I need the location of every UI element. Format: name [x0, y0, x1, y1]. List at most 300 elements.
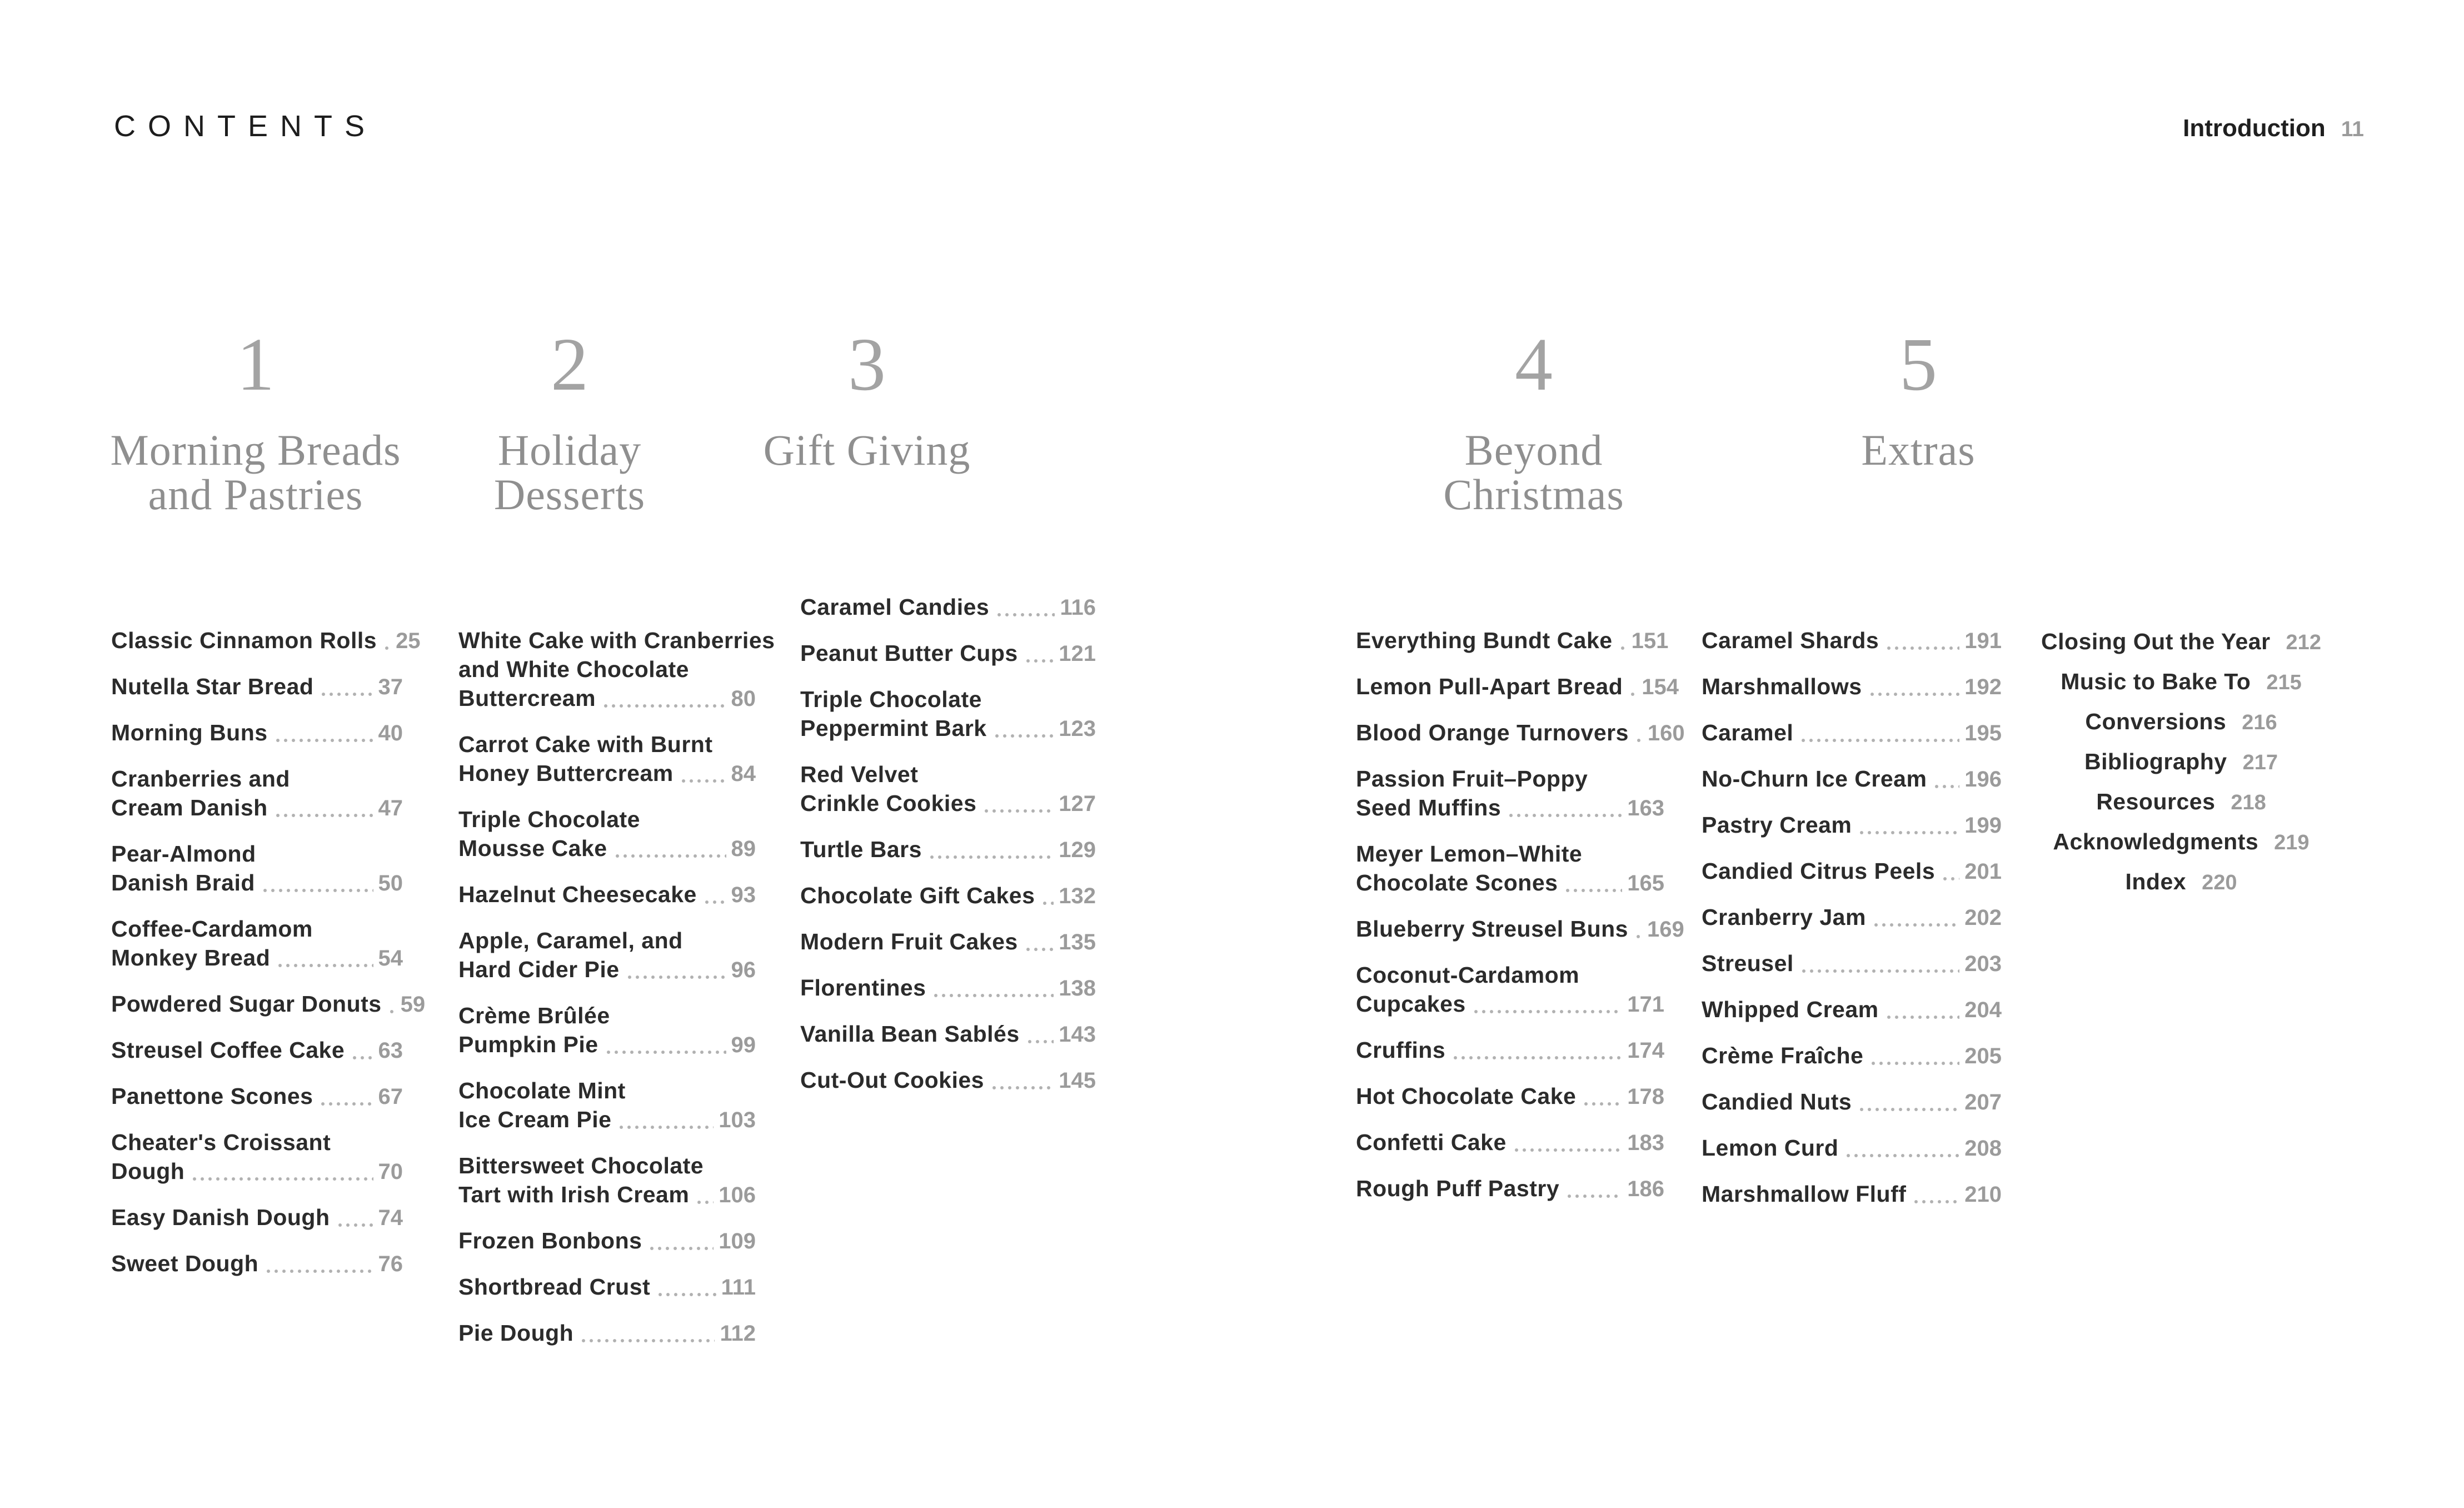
- toc-entry-label: Honey Buttercream: [458, 760, 674, 786]
- chapter-number: 1: [236, 323, 275, 406]
- toc-entry: [800, 927, 1096, 957]
- toc-entry-line: [1702, 810, 2002, 840]
- toc-page-number: 151: [1631, 629, 1669, 653]
- toc-entry-line: [2026, 667, 2337, 697]
- toc-page-number: 54: [378, 946, 403, 971]
- toc-entry-line: [111, 626, 421, 655]
- toc-entry: [1702, 672, 2002, 701]
- toc-page-number: 96: [731, 958, 756, 982]
- toc-entry-label: Buttercream: [458, 685, 596, 711]
- toc-entry: [458, 880, 756, 909]
- toc-entry-label: Crème Brûlée: [458, 1003, 610, 1028]
- toc-entry-line: [1702, 1179, 2002, 1209]
- dot-leader: [265, 1268, 373, 1274]
- chapter-title-line: Desserts: [493, 470, 646, 519]
- toc-entry-line: [1356, 626, 1669, 655]
- toc-page-number: 220: [2202, 871, 2237, 894]
- toc-page-number: 132: [1059, 884, 1096, 908]
- toc-entry-label: Pastry Cream: [1702, 812, 1852, 838]
- toc-entry-line: [800, 593, 1096, 622]
- toc-entry-label: Music to Bake To: [2061, 669, 2251, 694]
- toc-column-chapter-1: [111, 626, 426, 1295]
- dot-leader: [1635, 738, 1643, 743]
- dot-leader: [1634, 934, 1642, 939]
- toc-page-number: 47: [378, 796, 403, 820]
- toc-entry: [800, 1066, 1096, 1095]
- toc-entry: [1702, 626, 2002, 655]
- toc-column-end-matter: [2026, 627, 2337, 907]
- toc-page-number: 143: [1059, 1022, 1096, 1047]
- toc-entry: [458, 730, 756, 788]
- toc-entry-label: Chocolate Gift Cakes: [800, 883, 1035, 908]
- dot-leader: [383, 645, 391, 651]
- chapter-title-line: Gift Giving: [763, 426, 971, 474]
- toc-entry-label: Triple Chocolate: [800, 686, 982, 712]
- toc-entry-line: [458, 805, 756, 834]
- chapter-title: [764, 428, 971, 472]
- toc-entry-label: Everything Bundt Cake: [1356, 628, 1613, 653]
- toc-entry: [800, 760, 1096, 818]
- chapter-title-line: and Pastries: [148, 470, 363, 519]
- toc-entry-line: [1356, 868, 1664, 898]
- toc-entry-label: Candied Citrus Peels: [1702, 858, 1936, 884]
- toc-entry: [800, 973, 1096, 1003]
- chapter-title-line: Morning Breads: [110, 426, 401, 474]
- dot-leader: [1513, 1147, 1622, 1153]
- dot-leader: [276, 963, 373, 968]
- toc-entry-label: Marshmallow Fluff: [1702, 1181, 1907, 1207]
- chapter-number: 3: [847, 323, 886, 406]
- dot-leader: [1933, 784, 1959, 789]
- toc-entry-label: Shortbread Crust: [458, 1274, 651, 1300]
- toc-page-number: 112: [720, 1321, 756, 1346]
- toc-column-chapter-2: [458, 626, 775, 1365]
- toc-entry: [2026, 707, 2337, 737]
- toc-entry-label: Cranberries and: [111, 766, 290, 792]
- toc-page-number: 103: [719, 1108, 756, 1132]
- toc-entry-line: [111, 718, 403, 748]
- toc-page-number: 145: [1059, 1068, 1096, 1093]
- toc-entry: [2026, 827, 2337, 857]
- toc-page-number: 215: [2266, 671, 2302, 694]
- toc-entry-label: Rough Puff Pastry: [1356, 1176, 1560, 1201]
- toc-page-number: 40: [378, 721, 403, 745]
- toc-page-number: 160: [1647, 721, 1685, 745]
- dot-leader: [1872, 922, 1959, 928]
- toc-entry-line: [2026, 627, 2337, 657]
- toc-entry-label: Hot Chocolate Cake: [1356, 1083, 1577, 1109]
- toc-entry-label: Dough: [111, 1158, 185, 1184]
- toc-entry: [1356, 960, 1664, 1019]
- toc-entry: [1356, 914, 1684, 944]
- toc-entry-label: Whipped Cream: [1702, 997, 1879, 1022]
- toc-entry: [1702, 718, 2002, 748]
- toc-column-chapter-4: [1356, 626, 1685, 1220]
- toc-entry-line: [800, 1019, 1096, 1049]
- toc-entry-label: Cranberry Jam: [1702, 904, 1866, 930]
- toc-page-number: 121: [1059, 641, 1096, 666]
- toc-entry-line: [800, 789, 1096, 818]
- toc-entry-line: [1356, 1082, 1664, 1111]
- toc-page-number: 207: [1964, 1090, 2002, 1114]
- toc-entry-label: Mousse Cake: [458, 835, 607, 861]
- toc-entry: [1356, 1036, 1664, 1065]
- toc-entry-line: [1702, 672, 2002, 701]
- toc-page-number: 99: [731, 1033, 756, 1057]
- toc-column-chapter-3: [800, 593, 1096, 1112]
- dot-leader: [1024, 947, 1054, 952]
- toc-page-number: 196: [1964, 767, 2002, 792]
- toc-entry-line: [458, 655, 756, 684]
- toc-page-number: 123: [1059, 716, 1096, 741]
- toc-entry: [800, 1019, 1096, 1049]
- toc-entry-label: Classic Cinnamon Rolls: [111, 628, 377, 653]
- toc-entry-line: [2026, 747, 2337, 777]
- toc-entry-line: [458, 1151, 756, 1180]
- dot-leader: [605, 1049, 726, 1055]
- toc-entry: [800, 639, 1096, 668]
- dot-leader: [580, 1338, 715, 1343]
- toc-entry-label: Tart with Irish Cream: [458, 1182, 690, 1207]
- dot-leader: [1564, 888, 1622, 893]
- chapter-number: 4: [1515, 323, 1553, 406]
- toc-entry: [458, 926, 756, 984]
- dot-leader: [320, 691, 373, 697]
- toc-entry-label: Chocolate Scones: [1356, 870, 1558, 895]
- dot-leader: [928, 854, 1054, 860]
- toc-entry-line: [800, 714, 1096, 743]
- toc-page-number: 217: [2242, 751, 2278, 774]
- toc-page-number: 80: [731, 686, 756, 711]
- toc-page-number: 208: [1964, 1136, 2002, 1161]
- dot-leader: [388, 1009, 396, 1014]
- dot-leader: [932, 993, 1054, 998]
- dot-leader: [602, 703, 726, 709]
- toc-entry-label: Lemon Pull-Apart Bread: [1356, 674, 1623, 699]
- toc-entry-line: [111, 672, 403, 701]
- chapter-title-line: Christmas: [1443, 470, 1624, 519]
- toc-entry: [1356, 672, 1679, 701]
- toc-entry: [1702, 995, 2002, 1024]
- toc-entry-label: Vanilla Bean Sablés: [800, 1021, 1020, 1047]
- toc-page-number: 204: [1964, 998, 2002, 1022]
- toc-entry-line: [800, 639, 1096, 668]
- dot-leader: [1024, 658, 1054, 664]
- chapter-header-4: [1443, 323, 1624, 519]
- toc-entry-line: [1356, 718, 1685, 748]
- toc-entry-label: Triple Chocolate: [458, 807, 640, 832]
- toc-entry-label: Index: [2125, 869, 2187, 894]
- toc-entry-line: [800, 927, 1096, 957]
- toc-entry-label: Acknowledgments: [2053, 829, 2259, 854]
- toc-page-number: 70: [378, 1159, 403, 1184]
- toc-entry-label: Closing Out the Year: [2041, 629, 2271, 654]
- dot-leader: [1858, 1107, 1959, 1112]
- toc-entry: [111, 1082, 403, 1111]
- dot-leader: [336, 1222, 373, 1228]
- toc-entry-label: Pumpkin Pie: [458, 1032, 598, 1057]
- chapter-title: [110, 428, 401, 517]
- toc-entry-line: [2026, 867, 2337, 897]
- toc-entry-line: [458, 730, 756, 759]
- toc-entry-line: [1702, 903, 2002, 932]
- toc-page-number: 135: [1059, 930, 1096, 954]
- toc-entry-label: Cupcakes: [1356, 991, 1466, 1017]
- toc-page-number: 203: [1964, 952, 2002, 976]
- toc-page-number: 109: [719, 1229, 756, 1253]
- toc-page-number: 205: [1964, 1044, 2002, 1068]
- toc-entry-label: Red Velvet: [800, 762, 919, 787]
- toc-entry-line: [1356, 1174, 1664, 1203]
- toc-entry-line: [1356, 839, 1664, 868]
- toc-column-chapter-5: [1702, 626, 2002, 1226]
- toc-entry-line: [111, 989, 426, 1019]
- toc-entry: [458, 626, 775, 713]
- toc-entry: [111, 914, 403, 973]
- toc-entry-label: Panettone Scones: [111, 1083, 313, 1109]
- toc-page-number: 74: [378, 1206, 403, 1230]
- toc-entry-line: [800, 835, 1096, 864]
- dot-leader: [656, 1292, 716, 1297]
- toc-entry-label: Morning Buns: [111, 720, 268, 745]
- chapter-number: 5: [1899, 323, 1937, 406]
- toc-entry-line: [1702, 626, 2002, 655]
- toc-entry-line: [1702, 1133, 2002, 1163]
- toc-entry: [111, 1203, 403, 1232]
- toc-entry-line: [2026, 707, 2337, 737]
- dot-leader: [1629, 691, 1637, 697]
- toc-entry: [111, 718, 403, 748]
- toc-entry-label: Cheater's Croissant: [111, 1129, 331, 1155]
- toc-entry-label: Nutella Star Bread: [111, 674, 314, 699]
- toc-page-number: 186: [1627, 1177, 1664, 1201]
- toc-entry: [111, 839, 403, 898]
- chapter-number: 2: [551, 323, 588, 406]
- dot-leader: [1565, 1193, 1622, 1199]
- toc-page-number: 169: [1647, 917, 1684, 942]
- dot-leader: [274, 813, 373, 818]
- dot-leader: [648, 1246, 714, 1251]
- toc-entry-label: Hard Cider Pie: [458, 957, 620, 982]
- toc-entry-line: [1702, 718, 2002, 748]
- toc-entry-label: Powdered Sugar Donuts: [111, 991, 382, 1017]
- toc-entry-label: Florentines: [800, 975, 926, 1001]
- chapter-title-line: Holiday: [497, 426, 642, 474]
- toc-entry-label: Chocolate Mint: [458, 1078, 626, 1103]
- toc-entry: [1702, 1041, 2002, 1071]
- toc-entry-line: [1702, 995, 2002, 1024]
- toc-entry-label: and White Chocolate: [458, 656, 689, 682]
- toc-entry: [458, 1272, 756, 1302]
- toc-entry: [111, 764, 403, 823]
- toc-page-number: 37: [378, 675, 403, 699]
- toc-page-number: 116: [1060, 595, 1096, 620]
- page-title: CONTENTS: [114, 110, 377, 143]
- toc-entry-line: [111, 1203, 403, 1232]
- toc-page-number: 219: [2274, 831, 2310, 854]
- toc-entry: [2026, 667, 2337, 697]
- dot-leader: [1912, 1199, 1959, 1205]
- toc-entry-line: [458, 626, 775, 655]
- toc-entry: [1702, 1179, 2002, 1209]
- chapter-header-1: [110, 323, 401, 519]
- toc-entry: [111, 626, 421, 655]
- toc-page-number: 25: [396, 629, 421, 653]
- toc-entry-line: [1702, 1087, 2002, 1117]
- chapter-header-2: [493, 323, 646, 519]
- toc-page-number: 165: [1627, 871, 1664, 895]
- toc-entry-label: White Cake with Cranberries: [458, 628, 775, 653]
- dot-leader: [1799, 738, 1959, 743]
- toc-entry-line: [111, 1128, 403, 1157]
- toc-entry-label: Blood Orange Turnovers: [1356, 720, 1629, 745]
- toc-entry-label: Blueberry Streusel Buns: [1356, 916, 1628, 942]
- toc-entry: [111, 672, 403, 701]
- toc-entry-label: Sweet Dough: [111, 1251, 259, 1276]
- toc-entry: [458, 1318, 756, 1348]
- toc-entry-label: Easy Danish Dough: [111, 1205, 330, 1230]
- dot-leader: [1868, 691, 1960, 697]
- dot-leader: [995, 612, 1055, 618]
- dot-leader: [1041, 900, 1054, 906]
- toc-entry-line: [111, 914, 403, 943]
- toc-entry: [1702, 810, 2002, 840]
- toc-entry-line: [1702, 1041, 2002, 1071]
- toc-entry-label: Streusel Coffee Cake: [111, 1037, 345, 1063]
- toc-entry: [1702, 903, 2002, 932]
- toc-entry-label: Streusel: [1702, 950, 1794, 976]
- dot-leader: [993, 733, 1054, 739]
- toc-entry-label: Meyer Lemon–White: [1356, 841, 1583, 867]
- toc-entry: [111, 989, 426, 1019]
- dot-leader: [1619, 645, 1627, 651]
- dot-leader: [626, 974, 726, 980]
- toc-entry: [458, 1001, 756, 1059]
- toc-entry-label: Coconut-Cardamom: [1356, 962, 1580, 988]
- toc-entry-label: Carrot Cake with Burnt: [458, 731, 713, 757]
- toc-entry-line: [1356, 764, 1664, 793]
- toc-entry-line: [458, 1030, 756, 1059]
- toc-entry: [1356, 718, 1685, 748]
- toc-entry-line: [111, 1249, 403, 1278]
- toc-entry-label: Conversions: [2085, 709, 2227, 734]
- toc-entry-label: Lemon Curd: [1702, 1135, 1839, 1161]
- dot-leader: [1941, 876, 1959, 882]
- toc-entry-label: Ice Cream Pie: [458, 1107, 612, 1132]
- dot-leader: [1885, 1014, 1960, 1020]
- toc-entry-label: Resources: [2096, 789, 2216, 814]
- toc-entry-label: Passion Fruit–Poppy: [1356, 766, 1588, 792]
- toc-page-number: 183: [1627, 1131, 1664, 1155]
- toc-entry: [111, 1036, 403, 1065]
- chapter-title: [1861, 428, 1975, 472]
- toc-entry: [800, 593, 1096, 622]
- toc-entry: [111, 1128, 403, 1186]
- toc-entry-line: [111, 1082, 403, 1111]
- toc-entry: [111, 1249, 403, 1278]
- toc-entry-line: [800, 973, 1096, 1003]
- toc-entry: [458, 1151, 756, 1210]
- toc-entry-line: [111, 764, 403, 793]
- dot-leader: [680, 778, 726, 784]
- toc-entry: [1356, 764, 1664, 823]
- toc-entry-label: Bibliography: [2084, 749, 2227, 774]
- dot-leader: [191, 1176, 373, 1182]
- toc-page-number: 154: [1642, 675, 1679, 699]
- dot-leader: [1026, 1039, 1054, 1044]
- toc-entry-line: [800, 881, 1096, 910]
- toc-page-number: 93: [731, 883, 756, 907]
- toc-entry-label: Frozen Bonbons: [458, 1228, 642, 1253]
- chapter-title: [1443, 428, 1624, 517]
- toc-page-number: 174: [1627, 1038, 1664, 1063]
- toc-entry-line: [1702, 949, 2002, 978]
- toc-page-number: 202: [1964, 905, 2002, 930]
- chapter-title: [494, 428, 645, 517]
- toc-entry-line: [1356, 1036, 1664, 1065]
- toc-entry-line: [1356, 914, 1684, 944]
- dot-leader: [1844, 1153, 1959, 1158]
- toc-entry-line: [1356, 960, 1664, 989]
- introduction-entry: [2183, 115, 2364, 142]
- toc-entry: [458, 1076, 756, 1134]
- toc-entry-label: Caramel Candies: [800, 594, 990, 620]
- toc-entry-line: [1356, 793, 1664, 823]
- chapter-title-line: Extras: [1861, 426, 1976, 474]
- toc-entry-line: [1702, 764, 2002, 794]
- toc-entry-line: [111, 1036, 403, 1065]
- chapter-header-3: [763, 323, 971, 474]
- toc-entry-line: [1356, 989, 1664, 1019]
- toc-page-number: 127: [1059, 792, 1096, 816]
- toc-entry-label: Danish Braid: [111, 870, 255, 895]
- dot-leader: [1800, 968, 1959, 974]
- toc-page-number: 178: [1627, 1084, 1664, 1109]
- toc-page-number: 106: [719, 1183, 756, 1207]
- toc-page-number: 201: [1964, 859, 2002, 884]
- dot-leader: [982, 808, 1054, 814]
- dot-leader: [703, 899, 726, 905]
- toc-page-number: 84: [731, 762, 756, 786]
- toc-entry-line: [458, 880, 756, 909]
- toc-entry-line: [800, 760, 1096, 789]
- toc-entry-line: [458, 759, 756, 788]
- toc-entry: [458, 805, 756, 863]
- toc-page-number: 76: [378, 1252, 403, 1276]
- toc-entry-line: [1356, 672, 1679, 701]
- toc-entry-label: Apple, Caramel, and: [458, 928, 683, 953]
- toc-page-number: 129: [1059, 838, 1096, 862]
- toc-entry: [1702, 764, 2002, 794]
- toc-page-number: 210: [1964, 1182, 2002, 1207]
- dot-leader: [1507, 813, 1622, 818]
- toc-page-number: 67: [378, 1084, 403, 1109]
- toc-entry: [1702, 949, 2002, 978]
- toc-entry: [1702, 1133, 2002, 1163]
- toc-page-number: 59: [400, 992, 426, 1017]
- dot-leader: [1869, 1061, 1959, 1066]
- dot-leader: [1885, 645, 1959, 651]
- toc-page-number: 171: [1627, 992, 1664, 1017]
- toc-entry-label: Monkey Bread: [111, 945, 271, 971]
- toc-entry: [1356, 1128, 1664, 1157]
- toc-entry-label: Pear-Almond: [111, 841, 256, 867]
- chapter-header-5: [1861, 323, 1976, 474]
- toc-page-number: 138: [1059, 976, 1096, 1001]
- toc-entry: [1356, 839, 1664, 898]
- toc-entry-label: Marshmallows: [1702, 674, 1862, 699]
- dot-leader: [695, 1200, 714, 1205]
